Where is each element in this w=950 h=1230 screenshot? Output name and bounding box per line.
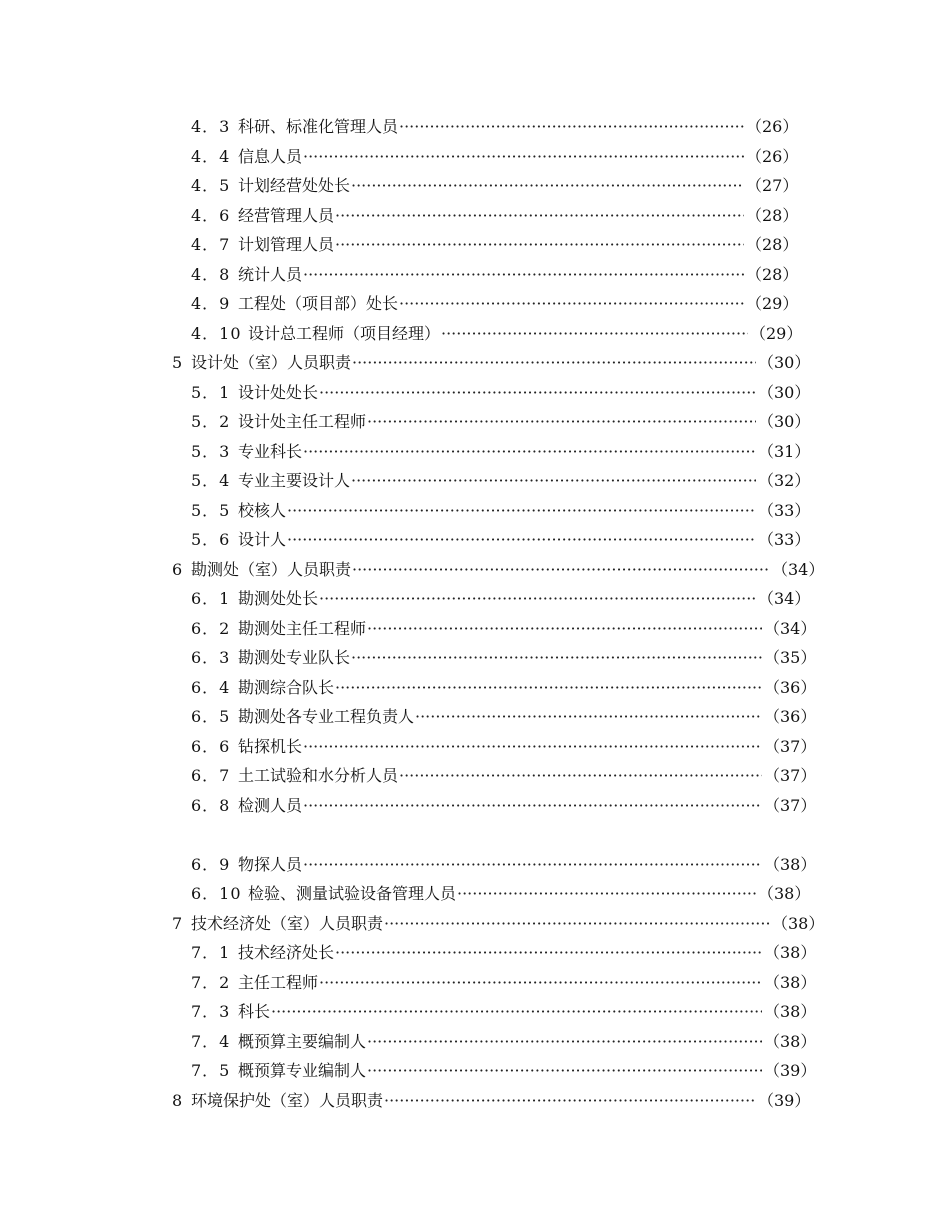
toc-entry-page: （30） xyxy=(758,353,811,372)
toc-entry-title: 勘测处主任工程师 xyxy=(238,618,367,638)
toc-dot-leader xyxy=(319,968,762,998)
toc-subsection-entry xyxy=(0,938,950,968)
toc-entry-title: 物探人员 xyxy=(238,854,303,874)
toc-entry-number: 6．1 xyxy=(191,589,231,608)
toc-entry-page: （28） xyxy=(746,264,799,284)
toc-dot-leader xyxy=(384,1086,756,1116)
toc-entry-title: 科长 xyxy=(238,1002,271,1021)
table-of-contents xyxy=(0,112,950,1115)
toc-subsection-entry xyxy=(0,466,950,496)
toc-entry-page: （36） xyxy=(764,707,817,726)
toc-dot-leader xyxy=(303,260,744,290)
toc-entry-number: 5．4 xyxy=(191,471,231,490)
toc-entry-number: 7．3 xyxy=(191,1002,231,1021)
toc-subsection-entry xyxy=(0,879,950,909)
toc-entry-title: 概预算主要编制人 xyxy=(238,1031,367,1051)
toc-entry-page: （32） xyxy=(758,471,811,490)
toc-entry-title: 技术经济处长 xyxy=(238,943,335,962)
toc-entry-title: 专业科长 xyxy=(238,441,303,461)
toc-subsection-entry xyxy=(0,260,950,290)
toc-entry-page: （26） xyxy=(746,146,799,166)
toc-subsection-entry xyxy=(0,1027,950,1057)
toc-entry-number: 4．10 xyxy=(191,323,242,343)
toc-entry-number: 4．8 xyxy=(191,264,231,284)
toc-entry-number: 4．3 xyxy=(191,117,231,136)
toc-entry-number: 7 xyxy=(172,913,184,933)
toc-section-entry xyxy=(0,348,950,378)
toc-subsection-entry xyxy=(0,112,950,142)
toc-subsection-entry xyxy=(0,702,950,732)
toc-entry-title: 设计处主任工程师 xyxy=(238,412,367,431)
toc-entry-title: 校核人 xyxy=(238,500,287,520)
toc-entry-page: （38） xyxy=(764,1002,817,1021)
toc-entry-title: 设计处（室）人员职责 xyxy=(191,353,352,372)
toc-dot-leader xyxy=(352,348,756,378)
toc-entry-number: 6．6 xyxy=(191,736,231,756)
toc-subsection-entry xyxy=(0,407,950,437)
toc-dot-leader xyxy=(303,142,744,172)
toc-entry-number: 4．4 xyxy=(191,146,231,166)
toc-dot-leader xyxy=(457,879,756,909)
toc-entry-number: 6．9 xyxy=(191,854,231,874)
toc-subsection-entry xyxy=(0,791,950,821)
toc-entry-page: （30） xyxy=(758,382,811,402)
toc-subsection-entry xyxy=(0,496,950,526)
toc-subsection-entry xyxy=(0,319,950,349)
toc-entry-number: 6．5 xyxy=(191,707,231,726)
toc-entry-number: 6．2 xyxy=(191,618,231,638)
toc-entry-number: 6．4 xyxy=(191,677,231,697)
toc-section-entry xyxy=(0,555,950,585)
toc-entry-page: （39） xyxy=(758,1090,811,1110)
toc-entry-number: 7．1 xyxy=(191,943,231,962)
toc-entry-number: 6．3 xyxy=(191,648,231,667)
toc-entry-title: 科研、标准化管理人员 xyxy=(238,117,399,136)
toc-dot-leader xyxy=(352,555,770,585)
toc-entry-number: 6．7 xyxy=(191,766,231,785)
toc-subsection-entry xyxy=(0,201,950,231)
toc-dot-leader xyxy=(399,112,744,142)
toc-entry-page: （31） xyxy=(758,441,811,461)
toc-subsection-entry xyxy=(0,437,950,467)
toc-entry-page: （38） xyxy=(764,943,817,962)
toc-entry-page: （29） xyxy=(746,294,799,313)
toc-entry-number: 4．9 xyxy=(191,294,231,313)
toc-subsection-entry xyxy=(0,1056,950,1086)
toc-entry-page: （36） xyxy=(764,677,817,697)
toc-entry-number: 5．1 xyxy=(191,382,231,402)
toc-dot-leader xyxy=(303,732,762,762)
toc-entry-number: 6．10 xyxy=(191,884,242,903)
toc-dot-leader xyxy=(351,643,762,673)
toc-subsection-entry xyxy=(0,142,950,172)
toc-entry-number: 5．2 xyxy=(191,412,231,431)
toc-dot-leader xyxy=(399,289,744,319)
toc-entry-number: 4．7 xyxy=(191,235,231,254)
toc-entry-title: 勘测处各专业工程负责人 xyxy=(238,707,415,726)
toc-dot-leader xyxy=(335,201,744,231)
toc-subsection-entry xyxy=(0,673,950,703)
toc-entry-title: 设计人 xyxy=(238,530,287,549)
toc-subsection-entry xyxy=(0,614,950,644)
toc-entry-title: 设计总工程师（项目经理） xyxy=(248,323,441,343)
toc-entry-title: 计划管理人员 xyxy=(238,235,335,254)
toc-entry-page: （37） xyxy=(764,795,817,815)
toc-entry-title: 工程处（项目部）处长 xyxy=(238,294,399,313)
toc-dot-leader xyxy=(303,437,756,467)
toc-entry-page: （34） xyxy=(772,559,825,579)
toc-entry-page: （35） xyxy=(764,648,817,667)
toc-entry-page: （34） xyxy=(758,589,811,608)
toc-subsection-entry xyxy=(0,850,950,880)
toc-dot-leader xyxy=(319,378,756,408)
toc-dot-leader xyxy=(271,997,762,1027)
toc-dot-leader xyxy=(303,850,762,880)
toc-subsection-entry xyxy=(0,171,950,201)
toc-entry-number: 4．6 xyxy=(191,205,231,225)
toc-entry-number: 6．8 xyxy=(191,795,231,815)
toc-dot-leader xyxy=(367,1027,762,1057)
toc-entry-title: 环境保护处（室）人员职责 xyxy=(191,1090,384,1110)
toc-dot-leader xyxy=(367,1056,762,1086)
toc-entry-title: 检测人员 xyxy=(238,795,303,815)
toc-section-entry xyxy=(0,1086,950,1116)
toc-entry-number: 5．5 xyxy=(191,500,231,520)
toc-entry-title: 专业主要设计人 xyxy=(238,471,351,490)
toc-entry-page: （37） xyxy=(764,766,817,785)
toc-entry-title: 勘测处处长 xyxy=(238,589,319,608)
toc-entry-title: 计划经营处处长 xyxy=(238,176,351,195)
toc-entry-page: （28） xyxy=(746,235,799,254)
toc-subsection-entry xyxy=(0,230,950,260)
toc-entry-page: （38） xyxy=(764,972,817,992)
toc-entry-title: 勘测综合队长 xyxy=(238,677,335,697)
toc-entry-title: 土工试验和水分析人员 xyxy=(238,766,399,785)
toc-dot-leader xyxy=(303,791,762,821)
toc-dot-leader xyxy=(351,466,756,496)
toc-entry-title: 统计人员 xyxy=(238,264,303,284)
toc-entry-title: 勘测处专业队长 xyxy=(238,648,351,667)
toc-dot-leader xyxy=(287,496,756,526)
toc-section-entry xyxy=(0,909,950,939)
toc-entry-number: 7．2 xyxy=(191,972,231,992)
toc-entry-page: （29） xyxy=(750,323,803,343)
toc-entry-page: （33） xyxy=(758,500,811,520)
toc-subsection-entry xyxy=(0,968,950,998)
toc-dot-leader xyxy=(399,761,762,791)
toc-dot-leader xyxy=(287,525,756,555)
toc-entry-page: （28） xyxy=(746,205,799,225)
toc-entry-page: （27） xyxy=(746,176,799,195)
toc-entry-title: 钻探机长 xyxy=(238,736,303,756)
toc-subsection-entry xyxy=(0,997,950,1027)
toc-entry-number: 8 xyxy=(172,1090,184,1110)
toc-subsection-entry xyxy=(0,732,950,762)
toc-dot-leader xyxy=(351,171,744,201)
toc-entry-title: 经营管理人员 xyxy=(238,205,335,225)
toc-entry-number: 7．4 xyxy=(191,1031,231,1051)
toc-entry-page: （26） xyxy=(746,117,799,136)
toc-dot-leader xyxy=(367,614,762,644)
blank-line xyxy=(0,820,950,850)
toc-entry-number: 7．5 xyxy=(191,1061,231,1080)
toc-subsection-entry xyxy=(0,378,950,408)
toc-entry-page: （38） xyxy=(758,884,811,903)
toc-dot-leader xyxy=(335,938,762,968)
toc-entry-page: （30） xyxy=(758,412,811,431)
toc-dot-leader xyxy=(384,909,770,939)
toc-entry-title: 设计处处长 xyxy=(238,382,319,402)
toc-entry-number: 4．5 xyxy=(191,176,231,195)
toc-subsection-entry xyxy=(0,289,950,319)
toc-entry-page: （38） xyxy=(764,854,817,874)
toc-entry-number: 5 xyxy=(172,353,184,372)
toc-subsection-entry xyxy=(0,584,950,614)
toc-entry-title: 技术经济处（室）人员职责 xyxy=(191,913,384,933)
toc-subsection-entry xyxy=(0,525,950,555)
toc-entry-title: 勘测处（室）人员职责 xyxy=(191,559,352,579)
toc-entry-page: （37） xyxy=(764,736,817,756)
toc-dot-leader xyxy=(319,584,756,614)
toc-dot-leader xyxy=(367,407,756,437)
toc-entry-page: （38） xyxy=(772,913,825,933)
toc-entry-page: （34） xyxy=(764,618,817,638)
toc-entry-page: （33） xyxy=(758,530,811,549)
toc-entry-number: 5．6 xyxy=(191,530,231,549)
toc-entry-number: 5．3 xyxy=(191,441,231,461)
toc-dot-leader xyxy=(335,230,744,260)
toc-entry-title: 检验、测量试验设备管理人员 xyxy=(248,884,457,903)
toc-dot-leader xyxy=(335,673,762,703)
toc-dot-leader xyxy=(441,319,748,349)
toc-subsection-entry xyxy=(0,761,950,791)
toc-entry-page: （38） xyxy=(764,1031,817,1051)
toc-entry-title: 概预算专业编制人 xyxy=(238,1061,367,1080)
toc-entry-title: 信息人员 xyxy=(238,146,303,166)
toc-entry-page: （39） xyxy=(764,1061,817,1080)
toc-subsection-entry xyxy=(0,643,950,673)
toc-dot-leader xyxy=(415,702,762,732)
toc-entry-number: 6 xyxy=(172,559,184,579)
toc-entry-title: 主任工程师 xyxy=(238,972,319,992)
